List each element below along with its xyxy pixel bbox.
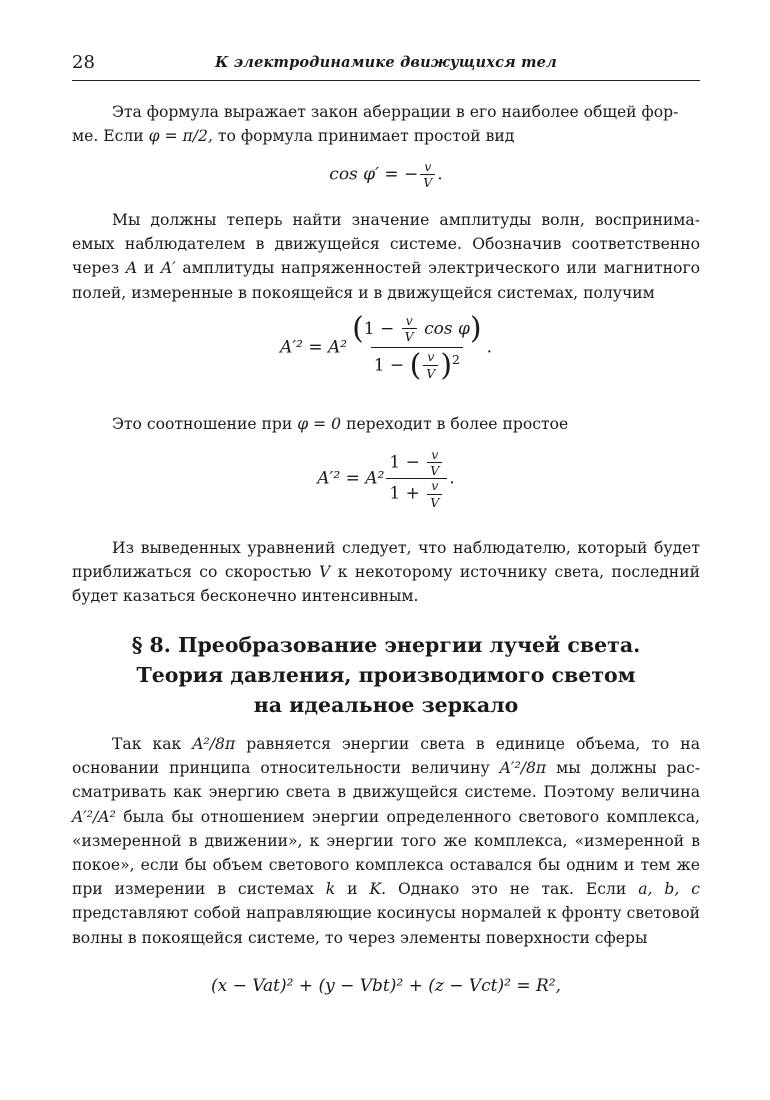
paragraph-energy: Так как A²/8π равняется энергии света в единице объема, то на основании принципа относительности величину A′²/8π мы должны рассматривать как энергию света в движущейся системе. Поэтому величина A′²/A² была бы отношением энергии определенного светового комплекса, «измеренной в движении», к энергии того же комплекса, «измеренной в покое», если бы объем светового комплекса оставался бы одним и тем же при измерении в системах k и K. Однако это не так. Если a, b, c представляют собой направляющие косинусы нормалей к фронту световой волны в покоящейся системе, то через элементы поверхности сферы [72,735,700,947]
equation-sphere: (x − Vat)² + (y − Vbt)² + (z − Vct)² = R², [210,976,562,996]
paragraph-phi-zero: Это соотношение при φ = 0 переходит в более простое [112,415,569,433]
equation-amplitude-general: A′² = A² (1 − $\frac{v}{V}$ cos φ) 1 − ( $\frac{v}{V}$ )$^2$ . [279,311,493,383]
paragraph-amplitude: Мы должны теперь найти значение амплитуды волн, воспринимаемых наблюдателем в движущейся системе. Обозначив соответственно через A и A′ амплитуды напряженностей электрического или магнитного полей, измеренные в покоящейся и в движущейся системах, получим [72,211,701,302]
equation-cos-phi: cos φ′ = − $\frac{v}{V}$ . [329,159,443,191]
paragraph-conclusion: Из выведенных уравнений следует, что наблюдателю, который будет приближаться со скоростью V к некоторому источнику света, последний будет казаться бесконечно интенсивным. [72,539,700,606]
running-title: К электродинамике движущихся тел [215,54,557,71]
equation-amplitude-simple: A′² = A² 1 − $\frac{v}{V}$ 1 + $\frac{v}{V}$ . [317,447,455,510]
section-title: § 8. Преобразование энергии лучей света. Теория давления, производимого светом на идеальное зеркало [131,633,641,717]
running-header [72,50,700,81]
inline-math: φ = π/2, [148,127,213,146]
page-number: 28 [72,52,95,73]
paragraph-aberration: Эта формула выражает закон аберрации в его наиболее общей фор- ме. Если φ = π/2, то формула принимает простой вид [72,103,679,146]
